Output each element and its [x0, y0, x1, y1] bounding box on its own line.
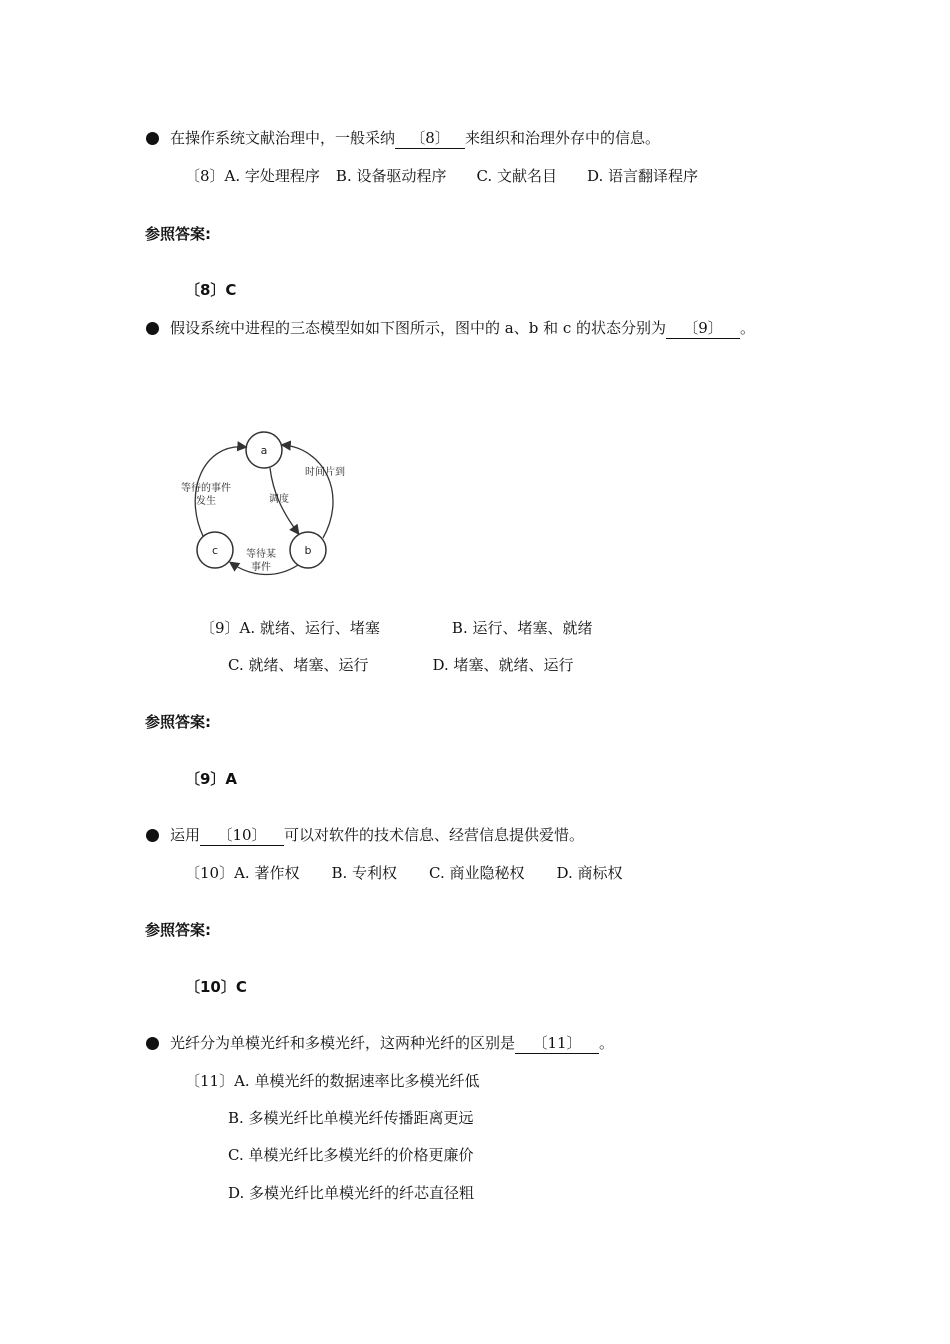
q8-blank: 〔8〕 — [395, 128, 465, 149]
q11-option-c: C. 单模光纤比多模光纤的价格更廉价 — [228, 1146, 474, 1164]
q11-text-pre: 光纤分为单模光纤和多模光纤，这两种光纤的区别是 — [170, 1034, 516, 1052]
q11-blank: 〔11〕 — [515, 1033, 599, 1054]
q9-text-post: 。 — [740, 319, 756, 337]
q9-option-b: B. 运行、堵塞、就绪 — [451, 619, 593, 637]
q8-text-post: 来组织和治理外存中的信息。 — [465, 129, 661, 147]
question-8 — [170, 128, 660, 149]
q10-option-b: B. 专利权 — [331, 864, 398, 882]
bullet-q9 — [146, 322, 159, 335]
q9-options-row2 — [228, 655, 574, 675]
q9-answer: 〔9〕A — [185, 770, 238, 788]
label-ca-line1: 等待的事件 — [181, 483, 231, 494]
node-c-label: c — [211, 544, 219, 557]
q8-option-a: 〔8〕A. 字处理程序 — [185, 167, 320, 185]
q10-option-c: C. 商业隐秘权 — [429, 864, 525, 882]
q8-text-pre: 在操作系统文献治理中，一般采纳 — [170, 129, 396, 147]
q9-answer-label: 参照答案: — [145, 713, 211, 731]
q8-answer: 〔8〕C — [185, 281, 237, 299]
node-b-label: b — [304, 544, 312, 557]
question-11 — [170, 1033, 614, 1054]
q11-option-d: D. 多模光纤比单模光纤的纤芯直径粗 — [228, 1184, 475, 1202]
q10-answer-label: 参照答案: — [145, 921, 211, 939]
bullet-q8 — [146, 132, 159, 145]
label-ab: 调度 — [269, 494, 289, 505]
label-ca-line2: 发生 — [196, 496, 216, 507]
q10-options — [185, 863, 623, 883]
bullet-q11 — [146, 1037, 159, 1050]
label-bc-line2: 事件 — [251, 562, 271, 573]
label-ba: 时间片到 — [305, 467, 345, 478]
q9-options-row1 — [200, 618, 592, 638]
q8-option-b: B. 设备驱动程序 — [335, 167, 447, 185]
q9-option-a: 〔9〕A. 就绪、运行、堵塞 — [200, 619, 380, 637]
q8-option-d: D. 语言翻译程序 — [586, 167, 698, 185]
q10-answer: 〔10〕C — [185, 978, 247, 996]
process-state-diagram — [173, 423, 363, 583]
q10-blank: 〔10〕 — [200, 825, 284, 846]
edge-b-to-a — [283, 445, 333, 538]
q10-text-pre: 运用 — [170, 826, 201, 844]
q11-text-post: 。 — [599, 1034, 615, 1052]
q9-option-d: D. 堵塞、就绪、运行 — [432, 656, 574, 674]
label-bc-line1: 等待某 — [246, 549, 276, 560]
q9-option-c: C. 就绪、堵塞、运行 — [228, 656, 369, 674]
q8-option-c: C. 文献名目 — [476, 167, 557, 185]
node-a-label: a — [260, 444, 268, 457]
q11-option-a: 〔11〕A. 单模光纤的数据速率比多模光纤低 — [185, 1072, 480, 1090]
q10-option-a: 〔10〕A. 著作权 — [185, 864, 300, 882]
bullet-q10 — [146, 829, 159, 842]
q10-text-post: 可以对软件的技术信息、经营信息提供爱惜。 — [284, 826, 585, 844]
question-9 — [170, 318, 755, 339]
q9-blank: 〔9〕 — [666, 318, 740, 339]
question-10 — [170, 825, 584, 846]
q10-option-d: D. 商标权 — [556, 864, 623, 882]
q11-option-b: B. 多模光纤比单模光纤传播距离更远 — [228, 1109, 474, 1127]
q8-answer-label: 参照答案: — [145, 225, 211, 243]
q8-options — [185, 166, 698, 186]
q9-text-pre: 假设系统中进程的三态模型如如下图所示，图中的 a、b 和 c 的状态分别为 — [170, 319, 667, 337]
